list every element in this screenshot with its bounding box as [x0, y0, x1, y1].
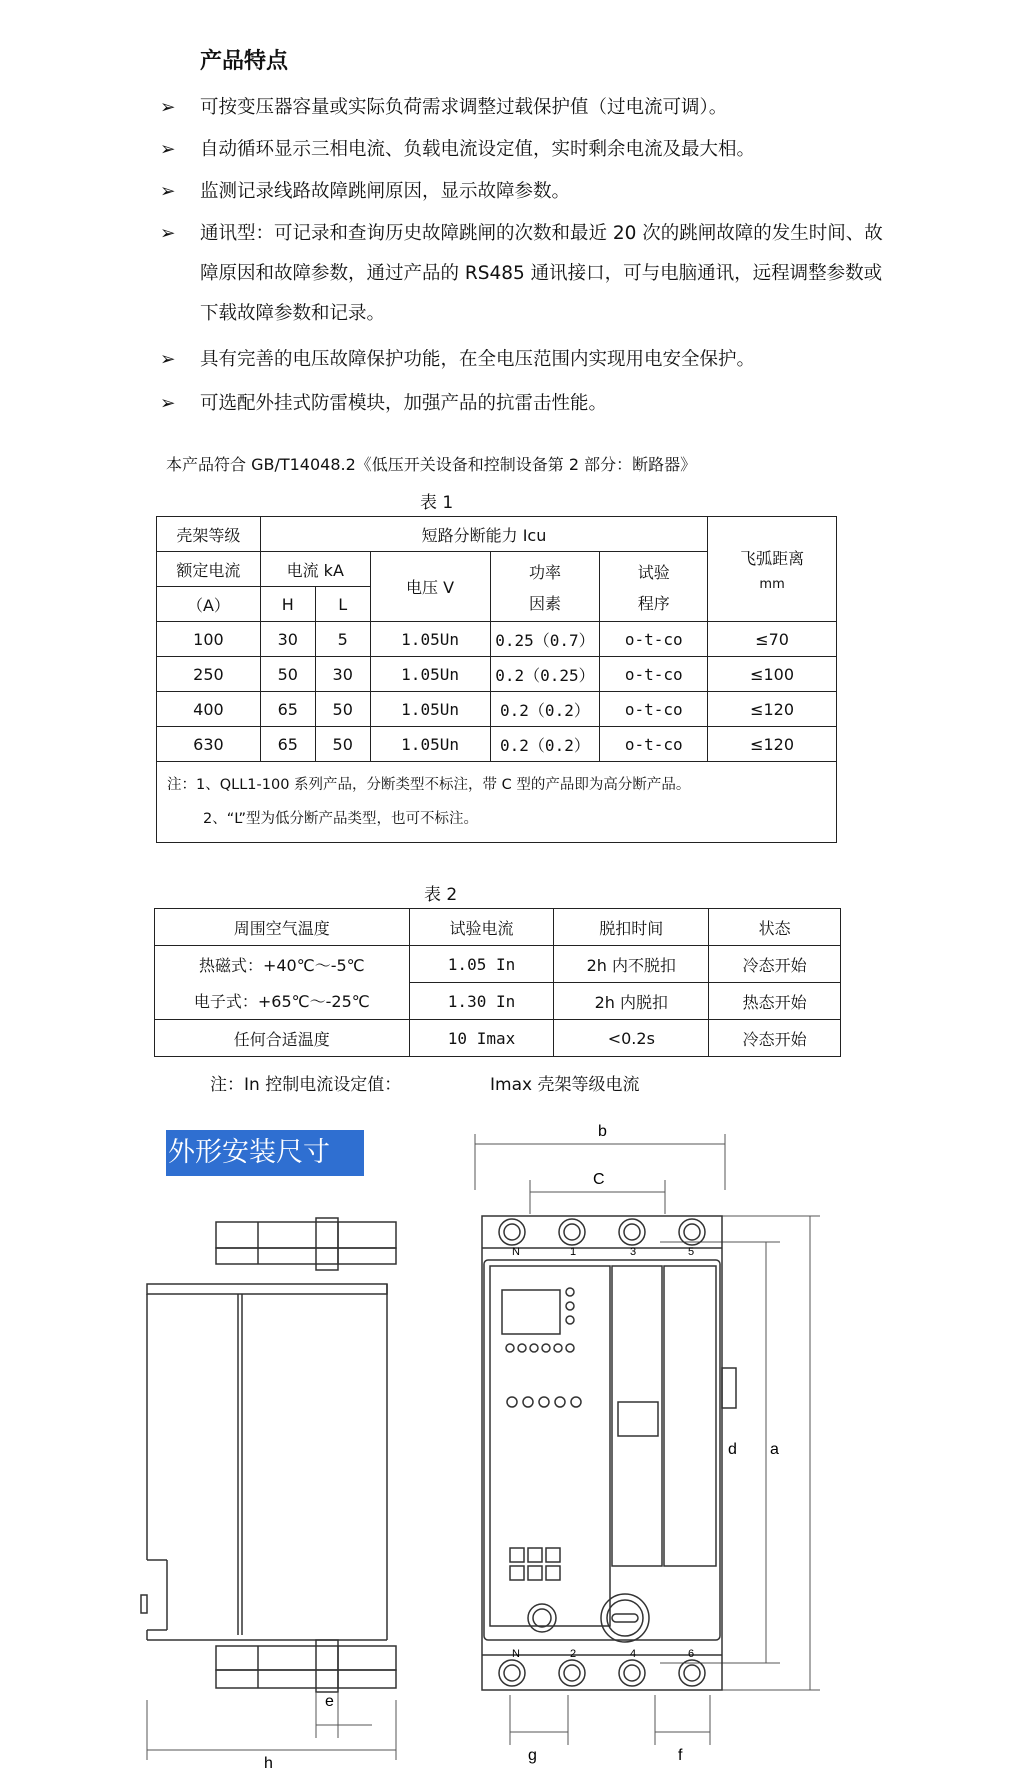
table1 — [156, 516, 837, 843]
table2-caption: 表 2 — [424, 885, 458, 905]
table1-header-cell: 试验 程序 — [600, 552, 708, 622]
arrow-bullet-icon: ➢ — [160, 393, 176, 414]
table2-note-in: 注：In 控制电流设定值： — [210, 1075, 402, 1095]
table-row: 250 50 30 1.05Un 0.2（0.25） o-t-co ≤100 — [157, 657, 837, 692]
table2 — [154, 908, 841, 1057]
dim-label-c: C — [593, 1171, 605, 1188]
table2-header-cell: 试验电流 — [409, 909, 554, 946]
table-row: 630 65 50 1.05Un 0.2（0.2） o-t-co ≤120 — [157, 727, 837, 762]
arrow-bullet-icon: ➢ — [160, 181, 176, 202]
table1-header-cell: 电流 kA — [260, 552, 370, 587]
table1-caption: 表 1 — [420, 493, 454, 513]
terminal-label: 4 — [630, 1648, 637, 1660]
feature-item: ➢ 可选配外挂式防雷模块，加强产品的抗雷击性能。 — [160, 384, 880, 424]
arrow-bullet-icon: ➢ — [160, 349, 176, 370]
table1-header-cell: 功率 因素 — [490, 552, 600, 622]
table1-header-cell: 短路分断能力 Icu — [260, 517, 707, 552]
dim-label-g: g — [528, 1747, 537, 1764]
arrow-bullet-icon: ➢ — [160, 223, 176, 244]
table1-header-cell: 额定电流 — [157, 552, 261, 587]
feature-item: ➢ 可按变压器容量或实际负荷需求调整过载保护值（过电流可调）。 — [160, 88, 880, 128]
dim-label-d: d — [728, 1441, 737, 1458]
table1-notes: 注：1、QLL1-100 系列产品，分断类型不标注，带 C 型的产品即为高分断产品。 2、“L”型为低分断产品类型，也可不标注。 — [157, 762, 837, 843]
terminal-label: N — [512, 1648, 520, 1660]
table1-header-cell: 电压 V — [370, 552, 490, 622]
table1-header-cell: H — [260, 587, 315, 622]
table1-header-cell: 飞弧距离 mm — [708, 517, 837, 622]
front-view-drawing — [460, 1120, 830, 1770]
feature-item: ➢ 通讯型：可记录和查询历史故障跳闸的次数和最近 20 次的跳闸故障的发生时间、故障原因和故障参数，通过产品的 RS485 通讯接口，可与电脑通讯，远程调整参数或下载故障参数和记录。 — [160, 214, 880, 334]
table-row: 任何合适温度 10 Imax <0.2s 冷态开始 — [155, 1020, 841, 1057]
terminal-label: 1 — [570, 1246, 577, 1258]
table2-header-cell: 状态 — [709, 909, 841, 946]
dimensions-title: 外形安装尺寸 — [166, 1130, 364, 1176]
table-row: 热磁式：+40℃～-5℃ 1.05 In 2h 内不脱扣 冷态开始 — [155, 946, 841, 983]
table2-note-imax: Imax 壳架等级电流 — [490, 1075, 640, 1095]
table1-header-cell: （A） — [157, 587, 261, 622]
dim-label-a: a — [770, 1441, 779, 1458]
terminal-label: 2 — [570, 1648, 577, 1660]
feature-item: ➢ 自动循环显示三相电流、负载电流设定值，实时剩余电流及最大相。 — [160, 130, 880, 170]
feature-item: ➢ 监测记录线路故障跳闸原因，显示故障参数。 — [160, 172, 880, 212]
table2-header-cell: 周围空气温度 — [155, 909, 410, 946]
terminal-label: 3 — [630, 1246, 637, 1258]
arrow-bullet-icon: ➢ — [160, 97, 176, 118]
table2-header-cell: 脱扣时间 — [554, 909, 709, 946]
table-row: 400 65 50 1.05Un 0.2（0.2） o-t-co ≤120 — [157, 692, 837, 727]
table-row: 电子式：+65℃～-25℃ 1.30 In 2h 内脱扣 热态开始 — [155, 983, 841, 1020]
dim-label-f: f — [678, 1747, 683, 1764]
terminal-label: 5 — [688, 1246, 695, 1258]
dim-label-b: b — [598, 1123, 607, 1140]
terminal-label: N — [512, 1246, 520, 1258]
feature-item: ➢ 具有完善的电压故障保护功能，在全电压范围内实现用电安全保护。 — [160, 340, 880, 380]
standard-line: 本产品符合 GB/T14048.2《低压开关设备和控制设备第 2 部分：断路器》 — [166, 455, 697, 474]
side-view-drawing — [140, 1180, 440, 1770]
dim-label-h: h — [264, 1755, 273, 1770]
table1-header-cell: 壳架等级 — [157, 517, 261, 552]
dim-label-e: e — [325, 1693, 334, 1710]
arrow-bullet-icon: ➢ — [160, 139, 176, 160]
table1-header-cell: L — [315, 587, 370, 622]
features-title: 产品特点 — [200, 48, 289, 74]
table-row: 100 30 5 1.05Un 0.25（0.7） o-t-co ≤70 — [157, 622, 837, 657]
terminal-label: 6 — [688, 1648, 695, 1660]
